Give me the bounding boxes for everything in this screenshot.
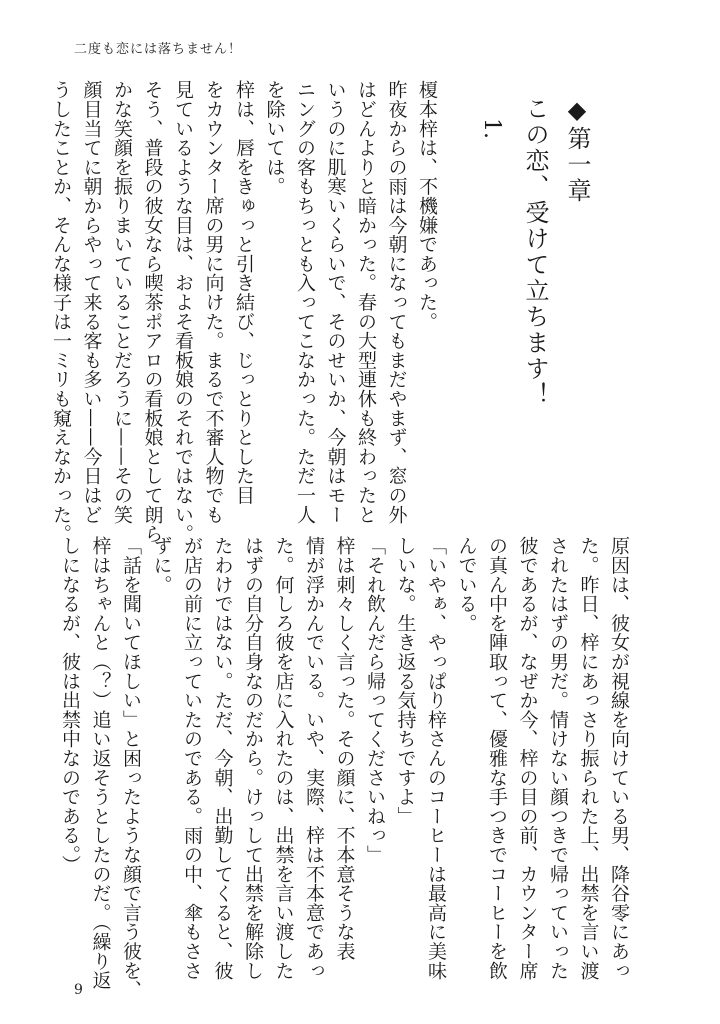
body-text-lower: 原因は、彼女が視線を向けている男、降谷零にあっ た。昨日、梓にあっさり振られた上、出禁を言い渡 されたはずの男だ。情けない顔つきで帰っていった 彼であるが、なぜか今、梓の目の前、カウンター席 の真ん中を陣取って、優雅な手つきでコーヒーを飲 んでいる。 「いやぁ、やっぱり梓さんのコーヒーは最高に美味 しいな。生き返る気持ちですよ」 「それ飲んだら帰ってくださいねっ」 梓は刺々しく言った。その顔に、不本意そうな表 情が浮かんでいる。いや、実際、梓は不本意であっ た。何しろ彼を店に入れたのは、出禁を言い渡した はずの自分自身なのだから。けっして出禁を解除し たわけではない。ただ、今朝、出勤してくると、彼 が店の前に立っていたのである。雨の中、傘もささ ずに。 「話を聞いてほしい」と困ったような顔で言う彼を、 梓はちゃんと（？）追い返そうとしたのだ。（繰り返 しになるが、彼は出禁中なのである。）: [59, 536, 630, 1000]
running-header: 二度も恋には落ちません！: [74, 42, 243, 57]
page-number: 9: [74, 982, 83, 998]
chapter-title: ◆第一章 この恋、受けて立ちます！: [521, 96, 591, 408]
section-number: 1.: [479, 118, 504, 139]
body-text-upper: 榎本梓は、不機嫌であった。 昨夜からの雨は今朝になってもまだやまず、窓の外 はどんよりと暗かった。春の大型連休も終わったと いうのに肌寒いくらいで、そのせいか、今朝はモー ニングの客もちっとも入ってこなかった。ただ一人 を除いては。 梓は、唇をきゅっと引き結び、じっとりとした目 をカウンター席の男に向けた。まるで不審人物でも 見ているような目は、およそ看板娘のそれではない。 そう、普段の彼女なら喫茶ポアロの看板娘として朗ら かな笑顔を振りまいていることだろうに——その笑 顔目当てに朝からやって来る客も多い——今日はど うしたことか、そんな様子は一ミリも窺えなかった。: [50, 80, 438, 544]
